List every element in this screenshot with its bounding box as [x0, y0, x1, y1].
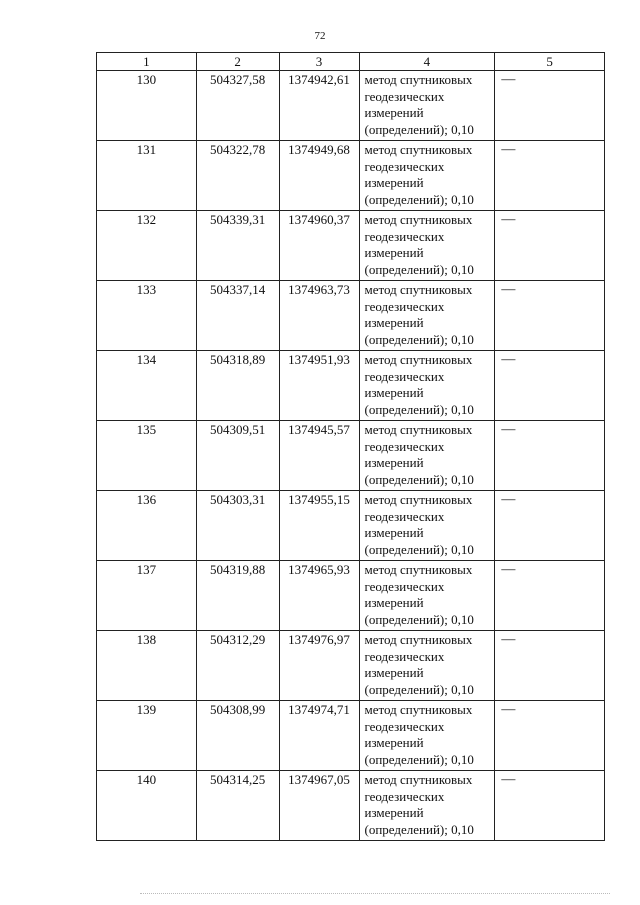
method-line: измерений — [364, 455, 424, 470]
note-cell — [495, 211, 605, 281]
header-col-5: 5 — [495, 53, 605, 71]
method-line: (определений); 0,10 — [364, 611, 474, 627]
point-number-cell: 137 — [97, 561, 197, 631]
point-number-cell: 135 — [97, 421, 197, 491]
x-coordinate-cell: 504337,14 — [196, 281, 279, 351]
y-coordinate-cell: 1374974,71 — [279, 701, 359, 771]
note-dash: — — [501, 772, 516, 787]
point-number-cell: 132 — [97, 211, 197, 281]
note-dash: — — [501, 212, 516, 227]
note-cell — [495, 281, 605, 351]
table-row — [97, 281, 605, 351]
header-col-2: 2 — [196, 53, 279, 71]
method-line: метод спутниковых — [364, 492, 473, 507]
method-line: измерений — [364, 315, 424, 330]
method-cell — [359, 281, 495, 351]
method-cell — [359, 421, 495, 491]
method-line: метод спутниковых — [364, 142, 473, 157]
y-coordinate-cell: 1374942,61 — [279, 71, 359, 141]
point-number-cell: 138 — [97, 631, 197, 701]
table-row — [97, 631, 605, 701]
note-dash: — — [501, 72, 516, 87]
method-line: измерений — [364, 595, 424, 610]
method-line: геодезических — [364, 718, 445, 734]
method-cell — [359, 141, 495, 211]
method-cell — [359, 211, 495, 281]
method-line: метод спутниковых — [364, 72, 473, 87]
x-coordinate-cell: 504322,78 — [196, 141, 279, 211]
page-number: 72 — [314, 30, 326, 42]
point-number-cell: 140 — [97, 771, 197, 841]
method-line: (определений); 0,10 — [364, 541, 474, 557]
method-line: метод спутниковых — [364, 632, 473, 647]
y-coordinate-cell: 1374955,15 — [279, 491, 359, 561]
method-line: измерений — [364, 385, 424, 400]
method-line: измерений — [364, 175, 424, 190]
y-coordinate-cell: 1374945,57 — [279, 421, 359, 491]
method-line: геодезических — [364, 158, 445, 174]
note-cell — [495, 351, 605, 421]
x-coordinate-cell: 504309,51 — [196, 421, 279, 491]
table-row — [97, 351, 605, 421]
point-number-cell: 131 — [97, 141, 197, 211]
method-line: геодезических — [364, 298, 445, 314]
note-dash: — — [501, 282, 516, 297]
x-coordinate-cell: 504319,88 — [196, 561, 279, 631]
table-row — [97, 561, 605, 631]
note-dash: — — [501, 632, 516, 647]
note-cell — [495, 141, 605, 211]
y-coordinate-cell: 1374963,73 — [279, 281, 359, 351]
method-line: геодезических — [364, 508, 445, 524]
y-coordinate-cell: 1374965,93 — [279, 561, 359, 631]
method-line: геодезических — [364, 368, 445, 384]
y-coordinate-cell: 1374976,97 — [279, 631, 359, 701]
method-cell — [359, 631, 495, 701]
method-line: геодезических — [364, 438, 445, 454]
header-col-3: 3 — [279, 53, 359, 71]
table-row — [97, 491, 605, 561]
method-line: (определений); 0,10 — [364, 401, 474, 417]
table-row — [97, 701, 605, 771]
method-cell — [359, 701, 495, 771]
method-line: (определений); 0,10 — [364, 121, 474, 137]
method-line: (определений); 0,10 — [364, 471, 474, 487]
table-row — [97, 421, 605, 491]
table-row — [97, 141, 605, 211]
method-line: метод спутниковых — [364, 562, 473, 577]
note-cell — [495, 771, 605, 841]
method-line: измерений — [364, 665, 424, 680]
method-line: метод спутниковых — [364, 422, 473, 437]
method-line: метод спутниковых — [364, 282, 473, 297]
method-line: геодезических — [364, 648, 445, 664]
table-row — [97, 211, 605, 281]
method-line: измерений — [364, 105, 424, 120]
note-cell — [495, 71, 605, 141]
header-col-4: 4 — [359, 53, 495, 71]
point-number-cell: 139 — [97, 701, 197, 771]
x-coordinate-cell: 504303,31 — [196, 491, 279, 561]
method-line: (определений); 0,10 — [364, 821, 474, 837]
method-line: метод спутниковых — [364, 702, 473, 717]
note-dash: — — [501, 562, 516, 577]
method-cell — [359, 71, 495, 141]
method-line: геодезических — [364, 88, 445, 104]
x-coordinate-cell: 504312,29 — [196, 631, 279, 701]
note-dash: — — [501, 142, 516, 157]
y-coordinate-cell: 1374960,37 — [279, 211, 359, 281]
method-cell — [359, 351, 495, 421]
note-dash: — — [501, 702, 516, 717]
method-line: измерений — [364, 525, 424, 540]
point-number-cell: 136 — [97, 491, 197, 561]
method-cell — [359, 561, 495, 631]
method-line: геодезических — [364, 578, 445, 594]
note-dash: — — [501, 422, 516, 437]
method-line: измерений — [364, 245, 424, 260]
coordinates-table — [96, 52, 605, 841]
method-line: (определений); 0,10 — [364, 331, 474, 347]
method-line: метод спутниковых — [364, 212, 473, 227]
method-line: метод спутниковых — [364, 772, 473, 787]
table-row — [97, 771, 605, 841]
x-coordinate-cell: 504318,89 — [196, 351, 279, 421]
note-cell — [495, 631, 605, 701]
note-cell — [495, 491, 605, 561]
point-number-cell: 134 — [97, 351, 197, 421]
x-coordinate-cell: 504339,31 — [196, 211, 279, 281]
note-cell — [495, 701, 605, 771]
method-line: (определений); 0,10 — [364, 191, 474, 207]
x-coordinate-cell: 504314,25 — [196, 771, 279, 841]
method-line: метод спутниковых — [364, 352, 473, 367]
point-number-cell: 130 — [97, 71, 197, 141]
method-line: геодезических — [364, 228, 445, 244]
header-col-1: 1 — [97, 53, 197, 71]
method-line: геодезических — [364, 788, 445, 804]
method-cell — [359, 771, 495, 841]
point-number-cell: 133 — [97, 281, 197, 351]
x-coordinate-cell: 504308,99 — [196, 701, 279, 771]
note-dash: — — [501, 352, 516, 367]
footer-artifact-line — [140, 893, 610, 900]
y-coordinate-cell: 1374949,68 — [279, 141, 359, 211]
x-coordinate-cell: 504327,58 — [196, 71, 279, 141]
y-coordinate-cell: 1374967,05 — [279, 771, 359, 841]
method-line: (определений); 0,10 — [364, 751, 474, 767]
note-dash: — — [501, 492, 516, 507]
method-line: измерений — [364, 735, 424, 750]
note-cell — [495, 561, 605, 631]
y-coordinate-cell: 1374951,93 — [279, 351, 359, 421]
method-cell — [359, 491, 495, 561]
table-header-row — [97, 53, 605, 71]
method-line: измерений — [364, 805, 424, 820]
note-cell — [495, 421, 605, 491]
method-line: (определений); 0,10 — [364, 261, 474, 277]
method-line: (определений); 0,10 — [364, 681, 474, 697]
table-row — [97, 71, 605, 141]
